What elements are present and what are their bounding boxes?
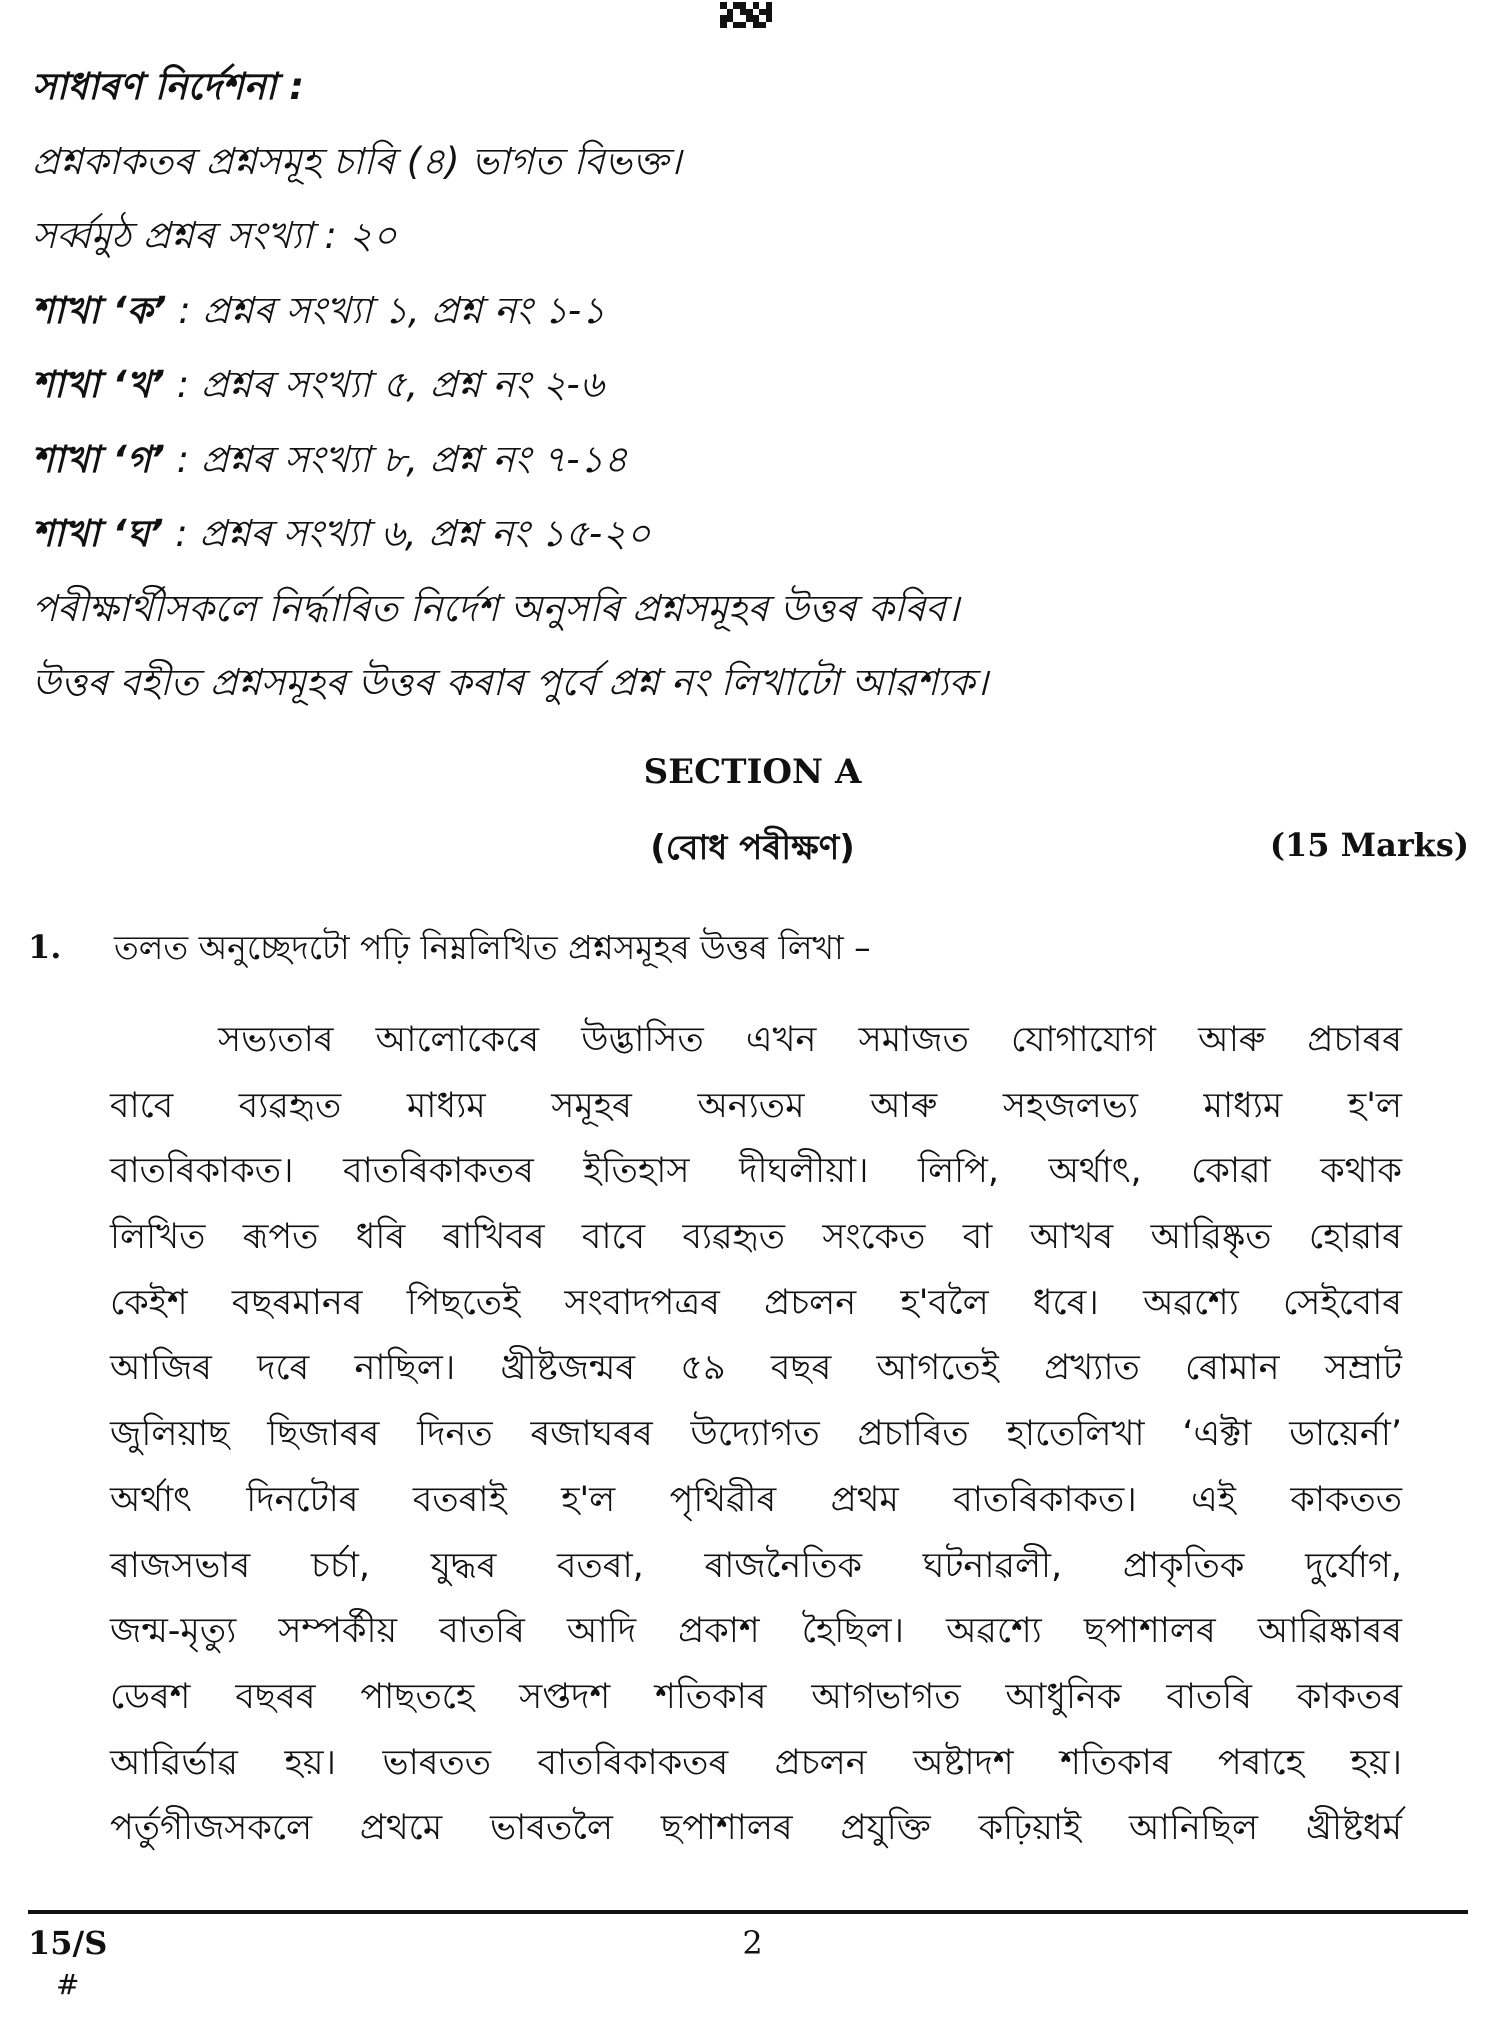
section-marks: (15 Marks) xyxy=(1269,826,1469,864)
passage-line: লিখিত ৰূপত ধৰি ৰাখিবৰ বাবে ব্যৱহৃত সংকেত বা আখৰ আৱিষ্কৃত হোৱাৰ xyxy=(110,1217,1402,1258)
passage xyxy=(110,1008,1402,1862)
instruction-line: পৰীক্ষাৰ্থীসকলে নিৰ্দ্ধাৰিত নিৰ্দেশ অনুসৰি প্ৰশ্নসমূহৰ উত্তৰ কৰিব। xyxy=(32,586,960,630)
passage-line: জুলিয়াছ ছিজাৰৰ দিনত ৰজাঘৰৰ উদ্যোগত প্ৰচাৰিত হাতেলিখা ‘এক্টা ডায়ের্না’ xyxy=(110,1414,1402,1455)
section-info-text: : প্ৰশ্নৰ সংখ্যা ৬, প্ৰশ্ন নং ১৫-২০ xyxy=(163,512,651,555)
section-label: শাখা ‘গ’ xyxy=(32,437,165,481)
section-info-line xyxy=(32,497,1472,572)
passage-line: বাবে ব্যৱহৃত মাধ্যম সমূহৰ অন্যতম আৰু সহজলভ্য মাধ্যম হ'ল xyxy=(110,1085,1402,1126)
question-prompt: তলত অনুচ্ছেদটো পঢ়ি নিম্নলিখিত প্ৰশ্নসমূহৰ উত্তৰ লিখা – xyxy=(114,928,871,967)
section-subtitle: (বোধ পৰীক্ষণ) xyxy=(650,828,855,868)
instruction-line: উত্তৰ বহীত প্ৰশ্নসমূহৰ উত্তৰ কৰাৰ পুৰ্বে প্ৰশ্ন নং লিখাটো আৱশ্যক। xyxy=(32,661,988,704)
section-info-text: : প্ৰশ্নৰ সংখ্যা ৫, প্ৰশ্ন নং ২-৬ xyxy=(164,363,604,406)
passage-line: অৰ্থাৎ দিনটোৰ বতৰাই হ'ল পৃথিৱীৰ প্ৰথম বাতৰিকাকত। এই কাকতত xyxy=(110,1479,1402,1520)
footer-hash: # xyxy=(56,1968,80,2001)
passage-line: জন্ম-মৃত্যু সম্পৰ্কীয় বাতৰি আদি প্ৰকাশ হৈছিল। অৱশ্যে ছপাশালৰ আৱিষ্কাৰৰ xyxy=(110,1611,1402,1652)
general-instructions xyxy=(32,50,1472,721)
page-number: 2 xyxy=(742,1924,763,1962)
passage-line: কেইশ বছৰমানৰ পিছতেই সংবাদপত্ৰৰ প্ৰচলন হ'বলৈ ধৰে। অৱশ্যে সেইবোৰ xyxy=(110,1282,1402,1323)
paper-code: 15/S xyxy=(28,1924,108,1962)
section-info-line xyxy=(32,423,1472,498)
instruction-line: প্ৰশ্নকাকতৰ প্ৰশ্নসমূহ চাৰি (৪) ভাগত বিভক্ত। xyxy=(32,139,682,183)
section-title: SECTION A xyxy=(643,752,862,792)
passage-line: ৰাজসভাৰ চৰ্চা, যুদ্ধৰ বতৰা, ৰাজনৈতিক ঘটনাৱলী, প্ৰাকৃতিক দুৰ্যোগ, xyxy=(110,1545,1402,1586)
passage-line: ডেৰশ বছৰৰ পাছতহে সপ্তদশ শতিকাৰ আগভাগত আধুনিক বাতৰি কাকতৰ xyxy=(110,1676,1402,1717)
question-number: 1. xyxy=(28,928,62,966)
section-info-line xyxy=(32,274,1472,349)
passage-line: পৰ্তুগীজসকলে প্ৰথমে ভাৰতলৈ ছপাশালৰ প্ৰযুক্তি কঢ়িয়াই আনিছিল খ্ৰীষ্টধৰ্ম xyxy=(110,1808,1402,1849)
section-info-text: : প্ৰশ্নৰ সংখ্যা ১, প্ৰশ্ন নং ১-১ xyxy=(166,288,606,332)
section-info-line xyxy=(32,348,1472,423)
passage-line: আৱিৰ্ভাৱ হয়। ভাৰতত বাতৰিকাকতৰ প্ৰচলন অষ্টাদশ শতিকাৰ পৰাহে হয়। xyxy=(110,1742,1402,1783)
passage-line: বাতৰিকাকত। বাতৰিকাকতৰ ইতিহাস দীঘলীয়া। লিপি, অৰ্থাৎ, কোৱা কথাক xyxy=(110,1151,1402,1192)
section-label: শাখা ‘ক’ xyxy=(32,288,167,332)
footer-rule xyxy=(28,1910,1468,1914)
instructions-heading: সাধাৰণ নিৰ্দেশনা : xyxy=(32,65,305,108)
passage-line: আজিৰ দৰে নাছিল। খ্ৰীষ্টজন্মৰ ৫৯ বছৰ আগতেই প্ৰখ্যাত ৰোমান সম্ৰাট xyxy=(110,1348,1402,1389)
instruction-line: সৰ্ব্বমুঠ প্ৰশ্নৰ সংখ্যা : ২০ xyxy=(32,214,397,257)
section-label: শাখা ‘ঘ’ xyxy=(32,512,164,555)
qr-code-icon xyxy=(720,2,772,28)
passage-line: সভ্যতাৰ আলোকেৰে উদ্ভাসিত এখন সমাজত যোগাযোগ আৰু প্ৰচাৰৰ xyxy=(218,1020,1402,1060)
section-label: শাখা ‘খ’ xyxy=(32,363,165,406)
section-info-text: : প্ৰশ্নৰ সংখ্যা ৮, প্ৰশ্ন নং ৭-১৪ xyxy=(164,437,628,481)
